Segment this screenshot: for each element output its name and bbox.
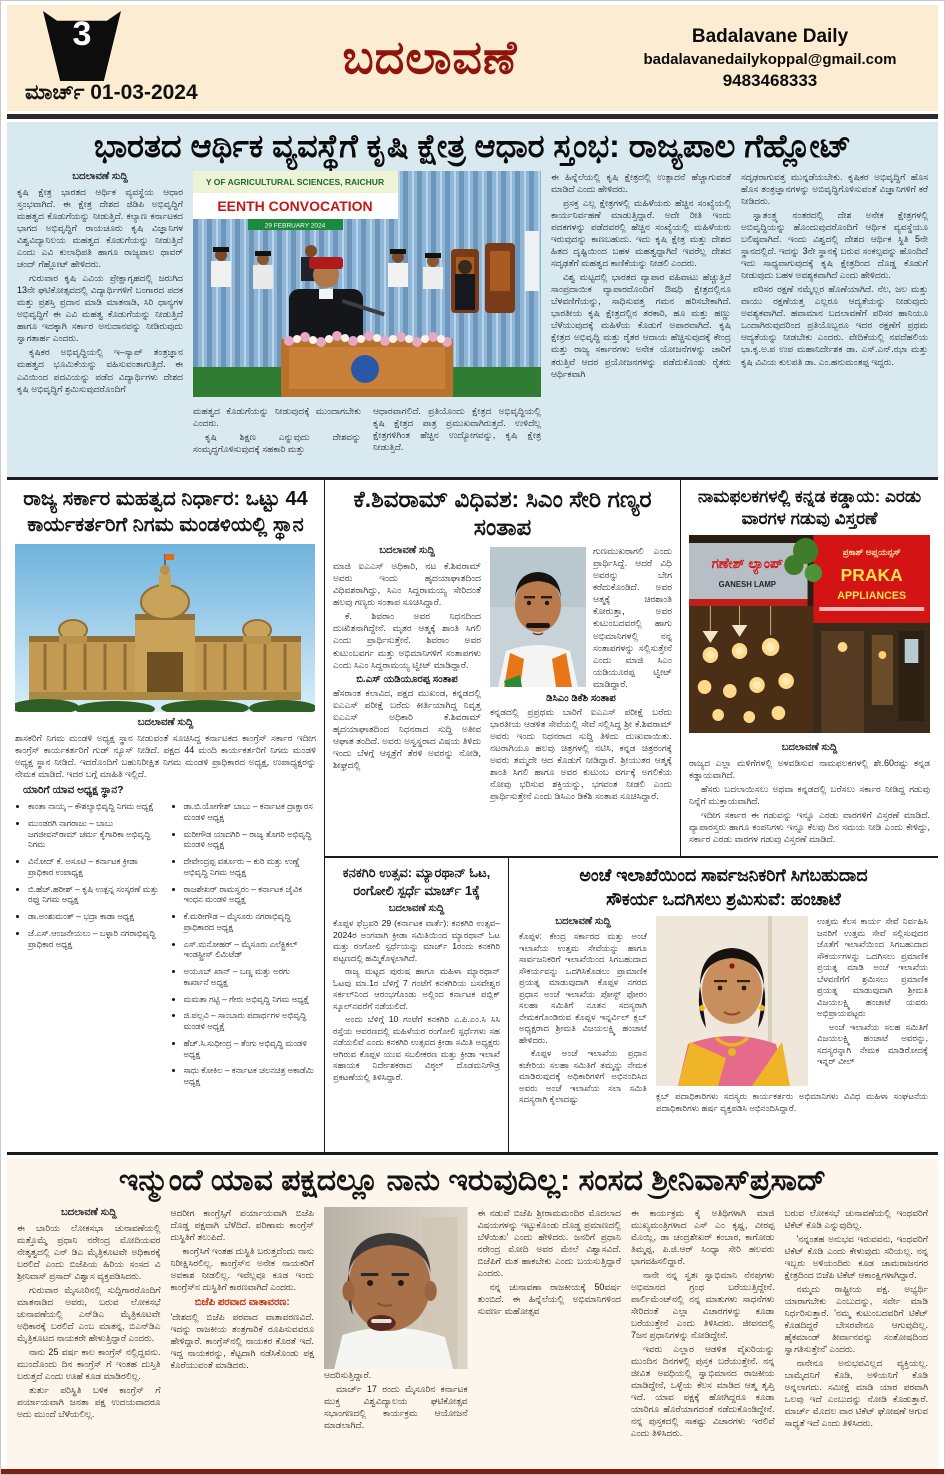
lead-column-2	[551, 171, 731, 463]
mp-column-6	[785, 1207, 929, 1465]
contact-phone: 9483468333	[722, 70, 818, 90]
paragraph: ಮಾರ್ಚ್ 17 ರಂದು ಮೈಸೂರಿನ ಕರ್ನಾಟಕ ಮುಕ್ತ ವಿಶ್ವವಿದ್ಯಾಲಯ ಘಟಿಕೋತ್ಸವ ಸಭಾಂಗಣದಲ್ಲಿ ಕಾರ್ಯಕ್ರಮ ಆಯೋಜನೆ ಮಾಡಲಾಗಿದೆ.	[324, 1383, 468, 1430]
paragraph: ಹೆಸರು ಬದಲಾಯಿಸಲು ಅಥವಾ ಕನ್ನಡದಲ್ಲಿ ಬರೆಸಲು ಸರ್ಕಾರ ನೀಡಿದ್ದ ಗಡುವು ನಿನ್ನೆಗೆ ಮುಕ್ತಾಯವಾಗಿದೆ.	[689, 784, 930, 807]
paragraph: ಆಧಾರವಾಗಲಿದೆ. ಪ್ರತಿಯೊಂದು ಕ್ಷೇತ್ರದ ಅಭಿವೃದ್ಧಿಯಲ್ಲಿ ಕೃಷಿ ಕ್ಷೇತ್ರದ ಪಾತ್ರ ಪ್ರಮುಖವಾಗಿರುತ್ತದೆ. ಉಳಿದೆಲ್ಲ ಕ್ಷೇತ್ರಗಳಿಗಿಂತ ಹೆಚ್ಚಿನ ಉದ್ಯೋಗವನ್ನು, ಕೃಷಿ ಕ್ಷೇತ್ರ ನೀಡುತ್ತಿದೆ.	[373, 405, 541, 452]
paragraph: ವಿಶ್ವ ಮಟ್ಟದಲ್ಲಿ ಭಾರತದ ವ್ಯಾಪಾರ ವಹಿವಾಟು ಹೆಚ್ಚುತ್ತಿದೆ ಸಾಂಪ್ರದಾಯಿಕ ವ್ಯಾಪಾರದೊಂದಿಗೆ ಔಷಧಿ ಕ್ಷೇತ್ರದಲ್ಲಿನೂ ಬೆಳವಣಿಗೆಯನ್ನು, ಸಾಧಿಸುವತ್ತ ಗಮನ ಹರಿಸಬೇಕಾಗಿದೆ. ಭಾರತೀಯ ಕೃಷಿ ಕ್ಷೇತ್ರದಲ್ಲಿನ ತರಕಾರಿ, ಹೂ ಮತ್ತು ಹಣ್ಣು ಬೆಳೆಯುವುದಕ್ಕೆ ಮಹಿಳೆಯ ಕೊಡುಗೆ ಅಪಾರವಾಗಿದೆ. ಕೃಷಿ ಕ್ಷೇತ್ರದ ಅಭಿವೃದ್ಧಿ ಮತ್ತು ರೈತರ ಆದಾಯ ಹೆಚ್ಚಿಸುವುದಕ್ಕೆ ಕೇಂದ್ರ ಮತ್ತು ರಾಜ್ಯ ಸರ್ಕಾರಗಳು ಅನೇಕ ಯೋಜನೆಗಳನ್ನು ಜಾರಿಗೆ ತರುತ್ತಿವೆ ಆದರ ಪ್ರಯೋಜನಗಳನ್ನು ಪಡೆದುಕೊಂಡು ರೈತರು ಆರ್ಥಿಕವಾಗಿ	[551, 272, 731, 379]
appointee: • ಮಮತಾ ಗಟ್ಟಿ – ಗೇರು ಅಭಿವೃದ್ಧಿ ನಿಗಮ ಅಧ್ಯಕ್ಷೆ	[184, 994, 317, 1005]
paragraph: ಗುಣಮುಖರಾಗಲಿ ಎಂದು ಪ್ರಾರ್ಥಿಸಿದ್ದೆ. ಆದರೆ ವಿಧಿ ಅವರನ್ನು ಬೇಗ ಕರೆದುಕೊಂಡಿದೆ. ಅವರ ಆತ್ಮಕ್ಕೆ ಚಿರಶಾಂತಿ ಕೋರುತ್ತಾ, ಅವರ ಕುಟುಂಬದವರಲ್ಲಿ ಹಾಗು ಅಭಿಮಾನಿಗಳಲ್ಲಿ ನನ್ನ ಸಂತಾಪಗಳನ್ನು ಸಲ್ಲಿಸುತ್ತೇನೆ ಎಂದು ಮಾಜಿ ಸಿಎಂ ಯಡಿಯೂರಪ್ಪ ಟ್ವೀಟ್ ಮಾಡಿದ್ದಾರೆ.	[593, 546, 672, 689]
shivaram-headline: ಕೆ.ಶಿವರಾಮ್ ವಿಧಿವಶ: ಸಿಎಂ ಸೇರಿ ಗಣ್ಯರ ಸಂತಾಪ	[353, 486, 652, 540]
middle-row-b	[325, 858, 938, 1152]
appointee: • ಡಾ.ಅಂಶುಮಂತ್ – ಭದ್ರಾ ಕಾಡಾ ಅಧ್ಯಕ್ಷ	[28, 911, 161, 922]
mp-column-3	[324, 1207, 468, 1465]
mp-columns	[17, 1207, 928, 1465]
paragraph: ಕನ್ನಡದಲ್ಲಿ ಪ್ರಪ್ರಥಮ ಬಾರಿಗೆ ಐಎಎಸ್ ಪರೀಕ್ಷೆ ಬರೆದು ಭಾರತೀಯ ಆಡಳಿತ ಸೇವೆಯಲ್ಲಿ ಸೇವೆ ಸಲ್ಲಿಸಿದ್ದ ಶ್ರೀ ಕೆ.ಶಿವರಾಮ್ ಅವರು ಇಂದು ನಿಧನರಾದ ಸುದ್ದಿ ತಿಳಿದು ದುಃಖವಾಯಿತು. ನಟರಾಗಿಯೂ ಹಲವು ಚಿತ್ರಗಳಲ್ಲಿ ನಟಿಸಿ, ಕನ್ನಡ ಚಿತ್ರರಂಗಕ್ಕೆ ಅವರು ತಮ್ಮದೇ ಆದ ಕೊಡುಗೆ ನೀಡಿದ್ದಾರೆ. ಶ್ರೀಯುತರ ಆತ್ಮಕ್ಕೆ ಶಾಂತಿ ಸಿಗಲಿ ಹಾಗೂ ಅವರ ಕುಟುಂಬ ವರ್ಗಕ್ಕೆ ಅಗಲಿಕೆಯ ನೋವು ಭರಿಸುವ ಶಕ್ತಿಯನ್ನು, ಭಗವಂತ ನೀಡಲಿ ಎಂದು ಪ್ರಾರ್ಥಿಸುತ್ತೇನೆ ಎಂದು ಡಿಸಿಎಂ ಡಿಕೆಶಿ ಸಂತಾಪ ಸೂಚಿಸಿದ್ದಾರೆ.	[490, 706, 672, 802]
banner-text: Y OF AGRICULTURAL SCIENCES, RAICHUR	[205, 176, 385, 187]
appointee-list-right	[171, 801, 317, 1093]
paragraph: ನಾನೇನೂ ಅನುಭವವಿಲ್ಲದ ವ್ಯಕ್ತಿಯಲ್ಲ. ಬಾಮೈದನಿಗೆ ಕೊಡಿ, ಅಳಿಯನಿಗೆ ಕೊಡಿ ಅನ್ನಲಾಗದು. ಸಮೀಕ್ಷೆ ಮಾಡಿ ಯಾರ ಪರವಾಗಿ ಒಲವು ಇದೆ ಎಂಬುದನ್ನು ನೋಡಿ ಕೊಡುತ್ತಾರೆ. ಮಾರ್ಚ್ ಮೊದಲ ವಾರ ಟಿಕೆಟ್ ಘೋಷಣೆ ಆಗುವ ಸಾಧ್ಯತೆ ಇದೆ ಎಂದು ತಿಳಿಸಿದರು.	[784, 1358, 928, 1429]
vidhana-soudha-photo	[15, 544, 315, 712]
postal-column-2	[817, 916, 928, 1091]
appointee: • ರಾಜಶೇಖರ್ ರಾಮಸ್ವರಂ – ಕರ್ನಾಟಕ ಜೈವಿಕ ಇಂಧನ ಮಂಡಳಿ ಅಧ್ಯಕ್ಷ	[184, 884, 317, 906]
postal-story	[509, 858, 938, 1152]
kanakagiri-headline: ಕನಕಗಿರಿ ಉತ್ಸವ: ಮ್ಯಾರಥಾನ್ ಓಟ, ರಂಗೋಲಿ ಸ್ಪರ್ಧೆ ಮಾರ್ಚ್ 1ಕ್ಕೆ	[342, 865, 491, 898]
convocation-photo	[193, 171, 541, 460]
ear	[342, 1281, 354, 1301]
masthead-rule	[7, 114, 938, 119]
postal-headline-line2: ಸೌಕರ್ಯ ಒದಗಿಸಲು ಶ್ರಮಿಸುವೆ: ಹಂಚಾಟೆ	[606, 888, 841, 909]
dkshi-subhead: ಡಿಸಿಎಂ ಡಿಕೆಶಿ ಸಂತಾಪ	[546, 692, 616, 704]
paragraph: ಇವರು ಎಲ್ಲಾರ ಆಡಳಿತ ವೈಖರಿಯನ್ನು ಮುಂದಿನ ದಿನಗಳಲ್ಲಿ ಪುಸ್ತಕ ಬರೆಯುತ್ತೇನೆ. ನನ್ನ ಜೀವಿತ ಅವಧಿಯಲ್ಲಿ ಸ್ವಾಭಿಮಾನದ ರಾಜಕೀಯ ಮಾಡಿದ್ದೇನೆ, ಒಳ್ಳೆಯ ಕೆಲಸ ಮಾಡಿದ ಆತ್ಮ ತೃಪ್ತಿ ಇದೆ. ಯಾವ ಪಕ್ಷಕ್ಕೆ ಹೋಗಿದ್ದರೂ ಕೂಡಾ ಯಾರಿಗೂ ಹೊರೆಯಾಗದಂತೆ ನಡೆದುಕೊಂಡಿದ್ದೇನೆ. ನನ್ನ ಪುಸ್ತಕದಲ್ಲಿ ಸಾಕಷ್ಟು ವಿಚಾರಗಳು ಇರಲಿವೆ ಎಂದು ತಿಳಿಸಿದರು.	[631, 1344, 775, 1439]
masthead-left	[25, 9, 240, 107]
paragraph: ಅಂಚೆ ಇಲಾಖೆಯ ಸಲಹ ಸಮಿತಿಗೆ ವಿಜಯಲಕ್ಷ್ಮಿ ಹಂಚಾಟೆ ಅವರನ್ನು, ಸದಸ್ಯರನ್ನಾಗಿ ನೇಮಕ ಮಾಡಿರೋದಕ್ಕೆ ಇನ್ನರ್ ವೀಲ್	[817, 1021, 928, 1067]
mp-column-1	[17, 1207, 161, 1465]
masthead-contact	[620, 26, 920, 91]
yediyurappa-subhead: ಬಿ.ಎಸ್ ಯಡಿಯೂರಪ್ಪ ಸಂತಾಪ	[356, 673, 458, 685]
byline: ಬದಲಾವಣೆ ಸುದ್ದಿ	[388, 903, 445, 915]
paragraph: ಪ್ರಸಕ್ತ ಎಲ್ಲ ಕ್ಷೇತ್ರಗಳಲ್ಲಿ ಮಹಿಳೆಯರು ಹೆಚ್ಚಿನ ಸಂಖ್ಯೆಯಲ್ಲಿ ಕಾರ್ಯನಿರ್ವಹಣೆ ಮಾಡುತ್ತಿದ್ದಾರೆ. ಅದೇ ರೀತಿ ಇಂದು ಪದಕಗಳನ್ನು ಪಡೆದವರಲ್ಲಿ ಹೆಚ್ಚಿನ ಸಂಖ್ಯೆಯಲ್ಲಿ ಮಹಿಳೆಯರು ಇರುವುದನ್ನು ಕಾಣಬಹುದು. ಇದು ಕೃಷಿ ಕ್ಷೇತ್ರ ಮತ್ತು ದೇಶದ ಹಿತದ ದೃಷ್ಟಿಯಿಂದ ಬಹಳ ಮಹತ್ವದ್ದಾಗಿದೆ ಇವರೆಲ್ಲ ದೇಶದ ಸದೃಢತೆಗೆ ಮಹತ್ವದ ಕಾಣಿಕೆಯನ್ನು ನೀಡಲಿ ಎಂದರು.	[551, 197, 731, 269]
paragraph: ಕೊಪ್ಪಳ ಫೆಬ್ರವರಿ 29 (ಕರ್ನಾಟಕ ವಾರ್ತೆ): ಕನಕಗಿರಿ ಉತ್ಸವ–2024ರ ಅಂಗವಾಗಿ ಕ್ರೀಡಾ ಸಮಿತಿಯಿಂದ ಮ್ಯಾರಥಾನ್ ಓಟ ಮತ್ತು ರಂಗೋಲಿ ಸ್ಪರ್ಧೆಯನ್ನು ಮಾರ್ಚ್ 1ರಂದು ಕನಕಗಿರಿ ಪಟ್ಟಣದಲ್ಲಿ ಹಮ್ಮಿಕೊಳ್ಳಲಾಗಿದೆ.	[333, 918, 500, 963]
shop2-line2: APPLIANCES	[837, 590, 907, 603]
appointee: • ಸಾಧು ಕೋಕಿಲ – ಕರ್ನಾಟಕ ಚಲನಚಿತ್ರ ಅಕಾಡೆಮಿ ಅಧ್ಯಕ್ಷ	[184, 1065, 317, 1087]
paragraph: ಕೊಪ್ಪಳ: ಕೇಂದ್ರ ಸರ್ಕಾರದ ಮತ್ತು ಅಂಚೆ ಇಲಾಖೆಯ ಉತ್ತಮ ಸೇವೆಯನ್ನು ಹಾಗೂ ಸಾರ್ವಜನಿಕರಿಗೆ ಇಲಾಖೆಯಿಂದ ಸಿಗಬಹುದಾದ ಸೌಕರ್ಯವನ್ನು ಒದಗಿಸಿಕೊಡಲು ಪ್ರಾಮಾಣಿಕ ಪ್ರಯತ್ನ ಮಾಡುವುದಾಗಿ ಕೊಪ್ಪಳ ನಗರದ ಪ್ರಧಾನ ಅಂಚೆ ಇಲಾಖೆಯ ಪೋಸ್ಟ್ ಫೋರಂ ಸಲಹಾ ಸಮಿತಿಗೆ ನೂತನ ಸದಸ್ಯರಾಗಿ ನೇಮಕಗೊಂಡಿರುವ ಕೊಪ್ಪಳ ಇನ್ನರ್ವಿಲ್ ಕ್ಲಬ್ ಅಧ್ಯಕ್ಷರಾದ ಶ್ರೀಮತಿ ವಿಜಯಲಕ್ಷ್ಮಿ ಹಂಚಾಟೆ ಹೇಳಿದರು.	[519, 931, 647, 1045]
appointee: • ಕಾಂತಾ ನಾಯ್ಕ – ಕೌಶಲ್ಯಾಭಿವೃದ್ಧಿ ನಿಗಮ ಅಧ್ಯಕ್ಷೆ	[28, 801, 161, 812]
paragraph: ಸ್ವಾತಂತ್ರ್ಯ ನಂತರದಲ್ಲಿ ದೇಶ ಅನೇಕ ಕ್ಷೇತ್ರಗಳಲ್ಲಿ ಅಬಿವೃದ್ಧಿಯನ್ನು ಹೊಂದುವುದರೊಂದಿಗೆ ಆರ್ಥಿಕ ವ್ಯವಸ್ಥೆಯೂ ಬಲಿಷ್ಠವಾಗಿದೆ. ಇಂದು ವಿಶ್ವದಲ್ಲಿ ದೇಶದ ಆರ್ಥಿಕ ಸ್ಥಿತಿ 5ನೇ ಸ್ಥಾನದಲ್ಲಿದೆ. ಇದನ್ನು 3ನೇ ಸ್ಥಾನಕ್ಕೆ ಬರುವ ಸಂಕಲ್ಪವನ್ನು ಹೊಂದಿದೆ ಇದು ಸಾಧ್ಯವಾಗುವುದಕ್ಕೆ ಕೃಷಿ ಕ್ಷೇತ್ರದಿಂದ ದೊಡ್ಡ ಕೊಡುಗೆ ನೀಡುವುದು ಬಹಳ ಅವಶ್ಯಕವಾಗಿದೆ ಎಂದು ಹೇಳಿದರು.	[741, 209, 928, 281]
paragraph: ಅಂದು ಬೆಳಿಗ್ಗೆ 10 ಗಂಟೆಗೆ ಕನಕಗಿರಿ ಎ.ಪಿ.ಎಂ.ಸಿ ಸಿಸಿ ರಸ್ತೆಯ ಆವರಣದಲ್ಲಿ ಮಹಿಳೆಯರ ರಂಗೋಲಿ ಸ್ಪರ್ಧೆಗಳು ಸಹ ನಡೆಯಲಿವೆ ಎಂದು ಕನಕಗಿರಿ ಉತ್ಸವದ ಕ್ರೀಡಾ ಸಮಿತಿ ಅಧ್ಯಕ್ಷರು ಆಗಿರುವ ಕೊಪ್ಪಳ ಯುವ ಸಬಲೀಕರಣ ಮತ್ತು ಕ್ರೀಡಾ ಇಲಾಖೆ ಸಹಾಯಕ ನಿರ್ದೇಶಕರಾದ ವಿಠ್ಠಲ್ ದೊಡಮನಿಗೌಡ್ರ ಪ್ರಕಟಣೆಯಲ್ಲಿ ತಿಳಿಸಿದ್ದಾರೆ.	[333, 1014, 500, 1082]
paragraph: ಶಾಸಕರಿಗೆ ನಿಗಮ ಮಂಡಳಿ ಅಧ್ಯಕ್ಷ ಸ್ಥಾನ ನೀಡುವಂತೆ ಸೂಚಿಸಿದ್ದ ಕರ್ನಾಟಕದ ಕಾಂಗ್ರೆಸ್ ಸರ್ಕಾರ ಇದೀಗ ಕಾಂಗ್ರೆಸ್ ಕಾರ್ಯಕರ್ತರಿಗೆ ಗುಡ್ ನ್ಯೂಸ್ ನೀಡಿದೆ. ಪಕ್ಷದ 44 ಮಂದಿ ಕಾರ್ಯಕರ್ತರಿಗೆ ನಿಗಮ ಮಂಡಳಿ ಅಧ್ಯಕ್ಷ ಸ್ಥಾನ ನೀಡಿದೆ. ಇದರೊಂದಿಗೆ ಬಹುನಿರೀಕ್ಷಿತ ನಿಗಮ ಮಂಡಳಿ ಪ್ರಾಧಿಕಾರದ ಅಧ್ಯಕ್ಷ, ಉಪಾಧ್ಯಕ್ಷರನ್ನು ನೇಮಕ ಮಾಡಿದೆ. ಇದರ ಬಗ್ಗೆ ಮಾಹಿತಿ ಇಲ್ಲಿದೆ.	[15, 733, 316, 780]
contact-email: badalavanedailykoppal@gmail.com	[643, 50, 897, 68]
paragraph: 'ನನ್ನಂತಹ ಅನುಭವ ಇರುವವನು, ಇಂಥವರಿಗೆ ಟಿಕೆಟ್ ಕೊಡಿ ಎಂದು ಕೇಳುವುದು ಸರಿಯಲ್ಲ. ನನ್ನ ಇಬ್ಬರು ಅಳಿಯಂದಿರು ಕೂಡ ಚಾಮರಾಜನಗರ ಕ್ಷೇತ್ರದಿಂದ ಬಿಜೆಪಿ ಟಿಕೆಟ್ ಆಕಾಂಕ್ಷಿಗಳಾಗಿದ್ದಾರೆ.	[784, 1233, 928, 1280]
ear	[424, 1281, 436, 1301]
mp-story	[7, 1158, 938, 1475]
page-bottom-rule	[1, 1469, 944, 1474]
lamp-interior	[689, 606, 813, 733]
paragraph: ಆದರಿಸುತ್ತಿದ್ದಾರೆ.	[324, 1369, 372, 1380]
postal-headline	[519, 864, 928, 911]
paragraph: ಕಾಂಗ್ರೆಸಿಗೆ ಇಂತಹ ದುಸ್ಥಿತಿ ಬರುತ್ತದೆಂದು ನಾನು ನಿರೀಕ್ಷಿಸಿರಲಿಲ್ಲ. ಕಾಂಗ್ರೆಸ್‌ನ ಅನೇಕ ನಾಯಕರಿಗೆ ಅವಕಾಶ ನೀಡಲಿಲ್ಲ. ಇವೆಲ್ಲವೂ ಕೂಡ ಇಂದು ಕಾಂಗ್ರೆಸ್‌ನ ದುಸ್ಥಿತಿಗೆ ಕಾರಣವಾಗಿದೆ ಎಂದರು.	[170, 1245, 314, 1292]
appliance-interior	[813, 623, 930, 733]
appointee: • ಅಯೂಬ್ ಖಾನ್ – ಬಣ್ಣ ಮತ್ತು ಅರಗು ಕಾರ್ಖಾನೆ ಅಧ್ಯಕ್ಷ	[184, 966, 317, 988]
byline: ಬದಲಾವಣೆ ಸುದ್ದಿ	[72, 170, 128, 182]
under-left-column	[193, 405, 361, 457]
lead-column-1	[17, 171, 183, 463]
paragraph: ನಮ್ಮದು ರಾಷ್ಟ್ರೀಯ ಪಕ್ಷ. ಅಭ್ಯರ್ಥಿ ಯಾರಾಗಬೇಕು ಎಂಬುದನ್ನು, ಸರ್ವೇ ಮಾಡಿ ನಿರ್ಧರಿಸುತ್ತಾರೆ. 'ನಮ್ಮ ಕುಟುಂಬದವರಿಗೆ ಟಿಕೆಟ್ ಕೊಡದಿದ್ದರೆ ಬೇಸರವೇನೂ ಆಗುವುದಿಲ್ಲ. ಹೈಕಮಾಂಡ್ ತೀರ್ವಾನವನ್ನು ಸಂತೋಷದಿಂದ ಸ್ವಾಗತಿಸುತ್ತೇನೆ' ಎಂದರು.	[784, 1283, 928, 1355]
mp-column-2	[171, 1207, 315, 1465]
shop2-line1: PRAKA	[840, 564, 903, 586]
appointee: • ಜಿ.ಪಲ್ಲವಿ – ಸಾಂಬಾರು ಪದಾರ್ಥಗಳ ಅಭಿವೃದ್ಧಿ ಮಂಡಳಿ ಅಧ್ಯಕ್ಷೆ	[184, 1010, 317, 1032]
shop1-kannada-text: ಗಣೇಶ್ ಲ್ಯಾಂಪ್	[711, 556, 784, 572]
appointee: • ದೇವೇಂದ್ರಪ್ಪ ವರ್ತೂರು – ಕುರಿ ಮತ್ತು ಉಣ್ಣೆ ಅಭಿವೃದ್ಧಿ ನಿಗಮ ಅಧ್ಯಕ್ಷ	[184, 856, 317, 878]
paragraph: 'ದೇಶದಲ್ಲಿ ಬಿಜೆಪಿ ಪರವಾದ ವಾತಾವರಣವಿದೆ. ಇದನ್ನು ರಾಜಕೀಯ ತಂತ್ರಗಾರಿಕೆ ರೂಪಿಸುವವರೂ ಹೇಳಿದ್ದಾರೆ. ಕಾಂಗ್ರೆಸ್‌ನಲ್ಲಿ ನಾಯಕರ ಕೊರತೆ ಇದೆ. ಇದ್ದ ನಾಯಕರನ್ನು, ಕೆಟ್ಟದಾಗಿ ನಡೆಸಿಕೊಂಡು ಪಕ್ಷ ಕೊರೆಯುವಂತೆ ಮಾಡಿದರು.	[170, 1311, 314, 1371]
postal-tail	[656, 1091, 928, 1116]
masthead	[7, 5, 938, 111]
lead-under-photo	[193, 402, 541, 457]
appointee: • ಬಿ.ಹೆಚ್.ಹರೀಶ್ – ಕೃಷಿ ಉತ್ಪನ್ನ ಸಂಸ್ಕರಣೆ ಮತ್ತು ರಫ್ತು ನಿಗಮ ಅಧ್ಯಕ್ಷ	[28, 884, 161, 906]
shivaram-column-2	[490, 545, 672, 804]
byline: ಬದಲಾವಣೆ ಸುದ್ದಿ	[781, 742, 838, 754]
postal-column-1	[519, 916, 647, 1116]
postal-body	[519, 916, 928, 1116]
corp-headline: ರಾಜ್ಯ ಸರ್ಕಾರ ಮಹತ್ವದ ನಿರ್ಧಾರ: ಒಟ್ಟು 44 ಕಾರ್ಯಕರ್ತರಿಗೆ ನಿಗಮ ಮಂಡಳಿಯಲ್ಲಿ ಸ್ಥಾನ	[23, 488, 308, 536]
byline: ಬದಲಾವಣೆ ಸುದ್ದಿ	[379, 545, 435, 557]
paragraph: ರಾಜ್ಯದ ಎಲ್ಲಾ ಮಳಿಗೆಗಳಲ್ಲಿ ಅಳವಡಿಸುವ ನಾಮಫಲಕಗಳಲ್ಲಿ ಶೇ.60ರಷ್ಟು ಕನ್ನಡ ಕಡ್ಡಾಯವಾಗಿದೆ.	[689, 758, 930, 781]
appointee-list-left	[15, 801, 161, 1093]
under-right-column	[373, 405, 541, 457]
paragraph: ಈ ನಡುವೆ ಬಿಜೆಪಿ ಶ್ರೀರಾಮಮಂದಿರ ಮೊದಲಾದ ವಿಷಯಗಳನ್ನು ಇಟ್ಟುಕೊಂಡು ದೊಡ್ಡ ಪ್ರಮಾಣದಲ್ಲಿ ಬೆಳೆಯಿತು' ಎಂದು ಹೇಳಿದರು. ಜನರಿಗೆ ಪ್ರಧಾನಿ ನರೇಂದ್ರ ಮೋದಿ ಅವರ ಮೇಲೆ ವಿಶ್ವಾಸವಿದೆ. ಬಿಜೆಪಿಗೆ ಮತ ಹಾಕಬೇಕು ಎಂದು ಬಯಸುತ್ತಿದ್ದಾರೆ ಎಂದರು.	[477, 1207, 621, 1278]
corporation-story	[7, 480, 325, 1152]
byline: ಬದಲಾವಣೆ ಸುದ್ದಿ	[555, 916, 611, 928]
paragraph: ನಾನೇ ನನ್ನ ಸ್ವತಃ ಸ್ವಾಭಿಮಾನಿ ನೆನಪುಗಳು ಅಭಿಮಾನದ ಗ್ರಂಥ ಬರೆಯುತ್ತಿದ್ದೇನೆ. ಪಾರ್ಲಿಮೆಂಟ್‌ನಲ್ಲಿ ನನ್ನ ಮಾತುಗಳು ಸಾಧನೆಗಳು ಸೇರಿದಂತೆ ಎಲ್ಲಾ ವಿಚಾರಗಳನ್ನು ಕೂಡಾ ಬರೆಯುತ್ತೇನೆ ಎಂದು ತಿಳಿಸಿದರು. ಜೀವನದಲ್ಲಿ 7ಜನ ಪ್ರಧಾನಿಗಳನ್ನು ನೋಡಿದ್ದೇನೆ.	[631, 1269, 775, 1340]
paragraph: ಮಹತ್ವದ ಕೊಡುಗೆಯನ್ನು ನೀಡುವುದಕ್ಕೆ ಮುಂದಾಗಬೇಕು ಎಂದರು.	[193, 405, 361, 428]
srinivas-prasad-photo	[324, 1207, 468, 1369]
paragraph: ಕೆ. ಶಿವರಾಂ ಅವರ ನಿಧನದಿಂದ ದುಃಖಿತನಾಗಿದ್ದೇನೆ. ಮೃತರ ಆತ್ಮಕ್ಕೆ ಶಾಂತಿ ಸಿಗಲಿ ಎಂದು ಪ್ರಾರ್ಥಿಸುತ್ತೇನೆ. ಶಿವರಾಂ ಅವರ ಕುಟುಂಬವರ್ಗ ಮತ್ತು ಅಭಿಮಾನಿಗಳಿಗೆ ಸಂತಾಪಗಳು ಎಂದು ಸಿಎಂ ಸಿದ್ದರಾಮಯ್ಯ ಟ್ವೀಟ್ ಮಾಡಿದ್ದಾರೆ.	[333, 611, 481, 670]
earring	[759, 1005, 765, 1011]
section-rule	[7, 1152, 938, 1155]
signboards-headline: ನಾಮಫಲಕಗಳಲ್ಲಿ ಕನ್ನಡ ಕಡ್ಡಾಯ: ಎರಡು ವಾರಗಳ ಗಡುವು ವಿಸ್ತರಣೆ	[697, 487, 922, 529]
mp-column-5	[631, 1207, 775, 1465]
paragraph: ಹೆಸರಾಂತ ಕಲಾವಿದ, ಪಕ್ಷದ ಮುಖಂಡ, ಕನ್ನಡದಲ್ಲಿ ಐಎಎಸ್ ಪರೀಕ್ಷೆ ಬರೆದು ಕೀರ್ತಿಯಾಗಿದ್ದ ನಿವೃತ್ತ ಐಎಎಸ್ ಅಧಿಕಾರಿ ಕೆ.ಶಿವರಾಮ್ ಹೃದಯಾಘಾತದಿಂದ ನಿಧನರಾದ ಸುದ್ದಿ ಅತೀವ ಆಘಾತ ತಂದಿದೆ. ಅವರು ಅಸ್ವಸ್ಥರಾದ ವಿಷಯ ತಿಳಿದು ಇಂದು ಬೆಳಗ್ಗೆ ಆಸ್ಪತ್ರೆಗೆ ತೆರಳಿ ಅವರನ್ನು ನೋಡಿ, ಶೀಘ್ರದಲ್ಲಿ	[333, 687, 481, 770]
paragraph: ಬರುವ ಲೋಕಸಭೆ ಚುನಾವಣೆಯಲ್ಲಿ ಇಂಥವರಿಗೆ ಟಿಕೆಟ್ ಕೊಡಿ ಎನ್ನುವುದಿಲ್ಲ.	[784, 1207, 928, 1230]
hanchate-portrait	[656, 916, 808, 1086]
paragraph: ಗುರುವಾರ ಮೈಸೂರಿನಲ್ಲಿ ಸುದ್ದಿಗಾರರೊಂದಿಗೆ ಮಾತನಾಡಿದ ಅವರು, ಬರುವ ಲೋಕಸಭೆ ಚುನಾವಣೆಯಲ್ಲಿ ಎನ್‌ಡಿಎ ಮೈತ್ರಿಕೂಟವೇ ಅಧಿಕಾರಕ್ಕೆ ಬರಲಿದೆ ಎಂಬ ಮಾತನ್ನ, ಬಿಎನ್‌ಡಿಎ ಮೈತ್ರಿಕೂಟದ ನಾಯಕರೇ ಹೇಳುತ್ತಿದ್ದಾರೆ ಎಂದರು.	[17, 1284, 161, 1343]
mp-column-4	[478, 1207, 622, 1465]
paragraph: ಕೃಷಿ ಕ್ಷೇತ್ರ ಭಾರತದ ಆರ್ಥಿಕ ವ್ಯವಸ್ಥೆಯ ಆಧಾರ ಸ್ತಂಭವಾಗಿದೆ. ಈ ಕ್ಷೇತ್ರ ದೇಶದ ಜಿಡಿಪಿ ಅಭಿವೃದ್ಧಿಗೆ ಮಹತ್ವದ ಕೊಡುಗೆಯನ್ನು ನೀಡುತ್ತಿದೆ. ಕಲ್ಯಾಣ ಕರ್ನಾಟಕದ ಭಾಗದ ಅಭಿವೃದ್ಧಿಗೆ ರಾಯಚೂರು ಕೃಷಿ ವಿಜ್ಞಾನಿಗಳ ವಿಶ್ವವಿದ್ಯಾನಿಲಯ ಮಹತ್ವದ ಕೊಡುಗೆಯನ್ನು ನೀಡುತ್ತಿದೆ ಎಂದು ಎವಿ ಕುಲಾಧಿಪತಿ ಹಾಗೂ ರಾಜ್ಯಪಾಲ ಥಾವರ್ ಚಂದ್ ಗೆಹ್ಲೋಟ್ ಹೇಳಿದರು.	[17, 186, 183, 270]
paragraph: ಕೃಷಿಕರ ಅಭಿವೃದ್ಧಿಯಲ್ಲಿ ಇ–ಸ್ಯಾಪ್ ತಂತ್ರಜ್ಞಾನ ಮಹತ್ವದ ಭೂಮಿಕೆಯನ್ನು ವಹಿಸುವಂತಾಗುತ್ತಿದೆ. ಈ ಎವಿಯಿಂದ ಪದವಿಯನ್ನು ಪಡೆದ ವಿದ್ಯಾರ್ಥಿಗಳು ದೇಶದ ಕೃಷಿ ಅಭಿವೃದ್ಧಿಗೆ ಶ್ರಮಿಸುವುದರೊಂದಿಗೆ	[17, 347, 183, 394]
appointee-lists	[15, 799, 316, 1093]
banner-title: EENTH CONVOCATION	[217, 197, 373, 214]
paragraph: ನನ್ನ ಚುನಾವಣಾ ರಾಜಕೀಯಕ್ಕೆ 50ವರ್ಷ ತುಂಬಿದೆ. ಈ ಹಿನ್ನೆಲೆಯಲ್ಲಿ ಅಭಿಮಾನಿಗಳಿಂದ ಸುವರ್ಣ ಮಹೋತ್ಸವ	[477, 1281, 621, 1316]
appointee: • ವಿನೋದ್ ಕೆ. ಅಸೂಟಿ – ಕರ್ನಾಟಕ ಕ್ರೀಡಾ ಪ್ರಾಧಿಕಾರ ಉಪಾಧ್ಯಕ್ಷ	[28, 856, 161, 878]
byline: ಬದಲಾವಣೆ ಸುದ್ದಿ	[60, 1206, 117, 1218]
edition-date: ಮಾರ್ಚ್ 01-03-2024	[25, 81, 198, 104]
postal-headline-line1: ಅಂಚೆ ಇಲಾಖೆಯಿಂದ ಸಾರ್ವಜನಿಕರಿಗೆ ಸಿಗಬಹುದಾದ	[579, 865, 868, 885]
paragraph: ರಾಜ್ಯ ಮಟ್ಟದ ಪುರುಷ ಹಾಗೂ ಮಹಿಳಾ ಮ್ಯಾರಥಾನ್ ಓಟವು ಮಾ.1ರ ಬೆಳಿಗ್ಗೆ 7 ಗಂಟೆಗೆ ಕನಕಗಿರಿಯ ಬಸವೇಶ್ವರ ಸರ್ಕಲ್‌ನಿಂದ ಆರಂಭಗೊಂಡು ಅಲ್ಲಿಂದ ಕರ್ನಾಟಕ ಪಬ್ಲಿಕ್ ಸ್ಕೂಲ್‌ನವರೆಗೆ ನಡೆಯಲಿದೆ.	[333, 966, 500, 1011]
paragraph: ನಾನು 25 ವರ್ಷ ಕಾಲ ಕಾಂಗ್ರೆಸ್ ನಲ್ಲಿದ್ದವನು. ಮುಂದೊಂದು ದಿನ ಕಾಂಗ್ರೆಸ್ ಗೆ ಇಂತಹ ದುಸ್ತಿತಿ ಬರುತ್ತದೆ ಎಂದು ಊಹೆ ಕೂಡ ಮಾಡಿರಲಿಲ್ಲ.	[17, 1346, 161, 1382]
shivaram-column-1	[333, 545, 481, 804]
appointee: • ಡಾ.ಬಿ.ಯೋಗೇಶ್ ಬಾಬು – ಕರ್ನಾಟಕ ದ್ರಾಕ್ಷಾರಸ ಮಂಡಳಿ ಅಧ್ಯಕ್ಷ	[184, 801, 317, 823]
corp-subhead: ಯಾರಿಗೆ ಯಾವ ಅಧ್ಯಕ್ಷ ಸ್ಥಾನ?	[23, 784, 124, 797]
appointee: • ಹೆಚ್.ಸಿ.ಸುಧೀಂದ್ರ – ತೆಂಗು ಅಭಿವೃದ್ಧಿ ಮಂಡಳಿ ಅಧ್ಯಕ್ಷ	[184, 1038, 317, 1060]
middle-row-a	[325, 480, 938, 858]
appointee: • ಕೆ.ಮರೀಗೌಡ – ಮೈಸೂರು ನಗರಾಭಿವೃದ್ಧಿ ಪ್ರಾಧಿಕಾರದ ಅಧ್ಯಕ್ಷ	[184, 911, 317, 933]
shops-photo	[689, 535, 930, 733]
paragraph: ತುರ್ತು ಪರಿಸ್ಥಿತಿ ಬಳಿಕ ಕಾಂಗ್ರೆಸ್ ಗೆ ಪರ್ಯಾಯವಾಗಿ ಜನತಾ ಪಕ್ಷ ಉದಯವಾದರೂ ಅದು ಮುಂದೆ ಬೆಳೆಯಲಿಲ್ಲ.	[17, 1385, 161, 1420]
shivaram-story	[325, 480, 681, 856]
paragraph: ಈ ಕಾರ್ಯಕ್ರಮ ಕೈ ಅತಿಥಿಗಳಾಗಿ ಮಾಜಿ ಮುಖ್ಯಮಂತ್ರಿಗಳಾದ ಎಸ್ ಎಂ ಕೃಷ್ಣ, ವೀರಪ್ಪ ಮೊಯ್ಲಿ, ಡಾ ಚಂದ್ರಶೇಖರ್ ಕಂಬಾರ, ಕಾಗೋಡು ತಿಮ್ಮಪ್ಪ, ಪಿ.ಜಿ.ಆರ್ ಸಿಂಧ್ಯಾ ಸೇರಿ ಹಲವರು ಭಾಗವಹಿಸಲಿದ್ದಾರೆ.	[631, 1207, 775, 1266]
paragraph: ಕೃಷಿ ಶಿಕ್ಷಣ ಎನ್ನುವುದು ದೇಶವನ್ನು ಸಂಮೃದ್ಧಗೊಳಿಸುವುದಕ್ಕೆ ಸಹಕಾರಿ ಮತ್ತು	[193, 431, 361, 454]
shop1-english-text: GANESH LAMP	[718, 580, 776, 590]
page-number: 3	[72, 15, 92, 53]
paragraph: ಈ ಹಿನ್ನೆಲೆಯಲ್ಲಿ ಕೃಷಿ ಕ್ಷೇತ್ರದಲ್ಲಿ ಉತ್ಪಾದನೆ ಹೆಚ್ಚಾಗುವಂತೆ ಮಾಡಿದೆ ಎಂದು ಹೇಳಿದರು.	[551, 171, 731, 194]
paragraph: ಈ ಬಾರಿಯ ಲೋಕಸಭಾ ಚುನಾವಣೆಯಲ್ಲಿ ಮತ್ತೊಮ್ಮೆ ಪ್ರಧಾನಿ ನರೇಂದ್ರ ಮೋದಿಯವರ ನೇತೃತ್ವದಲ್ಲಿ ಎನ್ ಡಿಎ ಮೈತ್ರಿಕೂಟವೇ ಅಧಿಕಾರಕ್ಕೆ ಬರಲಿದೆ ಎಂದು ಬಿಜೆಪಿಯ ಹಿರಿಯ ಸಂಸದ ವಿ ಶ್ರೀನಿವಾಸ್ ಪ್ರಸಾದ್ ವಿಶ್ವಾಸ ವ್ಯಕ್ತಪಡಿಸಿದರು.	[17, 1222, 161, 1281]
hanchate-photo	[656, 916, 808, 1091]
appointee: • ಎಸ್.ಮನೋಹರ್ – ಮೈಸೂರು ಎಲೆಕ್ಟ್ರಿಕಲ್ ಇಂಡಸ್ಟ್ರೀಸ್ ಲಿಮಿಟೆಡ್	[184, 939, 317, 961]
banner-date: 29 FEBRUARY 2024	[264, 222, 326, 230]
lead-body	[17, 171, 928, 463]
signboards-story	[681, 480, 938, 856]
shop2-kannada-text: ಪ್ರಕಾಶ್ ಅಪ್ಲಯನ್ಸಸ್	[842, 547, 901, 558]
byline: ಬದಲಾವಣೆ ಸುದ್ದಿ	[137, 717, 194, 728]
newspaper-title: ಬದಲಾವಣೆ	[342, 31, 518, 83]
paragraph: ಆದರೀಗ ಕಾಂಗ್ರೆಸ್ಸಿಗೆ ಪರ್ಯಾಯವಾಗಿ ಬಿಜೆಪಿ ದೊಡ್ಡ ಪಕ್ಷವಾಗಿ ಬೆಳೆದಿದೆ. ಪರಿಣಾಮ ಕಾಂಗ್ರೆಸ್ ದುಸ್ಥಿತಿಗೆ ತಲುಪಿದೆ.	[170, 1207, 314, 1242]
lead-story	[7, 122, 938, 477]
brand-name: Badalavane Daily	[691, 25, 849, 47]
podium	[281, 331, 453, 397]
paragraph: ಮಾಜಿ ಐಎಎಸ್ ಅಧಿಕಾರಿ, ನಟ ಕೆ.ಶಿವರಾಮ್ ಅವರು ಇಂದು ಹೃದಯಾಘಾತದಿಂದ ವಿಧಿವಶರಾಗಿದ್ದು, ಸಿಎಂ ಸಿದ್ದರಾಮಯ್ಯ ಸೇರಿದಂತೆ ಹಲವು ಗಣ್ಯರು ಸಂತಾಪ ಸೂಚಿಸಿದ್ದಾರೆ.	[333, 561, 481, 608]
paragraph: ಗುರುವಾರ ಕೃಷಿ ಎವಿಯ ಪ್ರೇಕ್ಷಾಗೃಹದಲ್ಲಿ ಜರುಗಿದ 13ನೇ ಘಟಿಕೋತ್ಸವದಲ್ಲಿ ವಿದ್ಯಾರ್ಥಿಗಳಿಗೆ ಬಂಗಾರದ ಪದಕ ಮತ್ತು ಪ್ರಶಸ್ತಿ ಪ್ರದಾನ ಮಾಡಿ ಮಾತನಾಡಿ, ಸಿರಿ ಧಾನ್ಯಗಳ ಅಭಿವೃದ್ಧಿಗೆ ಈ ಎವಿ ಮಹತ್ವ ಕೊಡುಗೆಯನ್ನು ನೀಡುತ್ತಿದೆ ಹಾಗೂ ಇದಕ್ಕಾಗಿ ಸರ್ಕಾರ ಅನುದಾನವನ್ನು ನೀಡಿರುವುದು ಸ್ವಾಗತಾರ್ಹ ಎಂದರು.	[17, 273, 183, 344]
bindi	[729, 964, 734, 969]
paragraph: ಕ್ಲಬ್ ಪದಾಧಿಕಾರಿಗಳು ಸದಸ್ಯರು ಕಾರ್ಯಕರ್ತರು ಅಭಿಮಾನಿಗಳು ವಿವಿಧ ಮಹಿಳಾ ಸಂಘಟನೆಯ ಪದಾಧಿಕಾರಿಗಳು ಹರ್ಷ ವ್ಯಕ್ತಪಡಿಸಿ ಅಭಿನಂದಿಸಿದ್ದಾರೆ.	[656, 1091, 928, 1113]
appointee: • ಮರೀಗೌಡ ಯಾದಗಿರಿ – ರಾಜ್ಯ ತೊಗರಿ ಅಭಿವೃದ್ಧಿ ಮಂಡಳಿ ಅಧ್ಯಕ್ಷ	[184, 829, 317, 851]
shivaram-body	[333, 545, 672, 804]
shivaram-portrait	[490, 547, 586, 687]
lead-column-3	[741, 171, 928, 463]
paragraph: ಪರಿಸರ ರಕ್ಷಣೆ ನಮ್ಮೆಲ್ಲರ ಹೊಣೆಯಾಗಿದೆ. ನೆಲ, ಜಲ ಮತ್ತು ವಾಯು ರಕ್ಷಣೆಯತ್ತ ಎಲ್ಲರೂ ಆದ್ಯತೆಯನ್ನು ನೀಡುವುದು ಅವಶ್ಯಕವಾಗಿದೆ. ಹವಾಮಾನ ಬದಲಾವಣೆಗೆ ಪರಿಸರ ಹಾನಿಯೂ ಒಂದಾಗಿರುವುದರಿಂದ ಪ್ರತಿಯೊಬ್ಬರೂ ಇದರ ರಕ್ಷಣೆಗೆ ಪ್ರಥಮ ಆದ್ಯತೆಯನ್ನು ನೀಡಬೇಕು ಎಂದರು. ವೇದಿಕೆಯಲ್ಲಿ ನವದೆಹಲಿಯ ಭಾ.ಕೃ.ಅ.ಪ ಉಪ ಮಹಾನಿರ್ದೇಶಕ ಡಾ. ಎಸ್.ಎನ್.ಝಾ ಮತ್ತು ಕೃಷಿ ವಿವಿಯ ಕುಲಪತಿ ಡಾ. ಎಂ.ಹನುಮಂತಪ್ಪ ಇದ್ದರು.	[741, 284, 928, 367]
middle-right	[325, 480, 938, 1152]
bjp-subhead: ಬಿಜೆಪಿ ಪರವಾದ ವಾತಾವರಣ:	[194, 1296, 290, 1308]
paragraph: ಕೊಪ್ಪಳ ಅಂಚೆ ಇಲಾಖೆಯ ಪ್ರಧಾನ ಕಚೇರಿಯ ಸಲಹಾ ಸಮಿತಿಗೆ ತಮ್ಮನ್ನು ನೇಮಕ ಮಾಡಿರುವುದಕ್ಕೆ ಅಧಿಕಾರಿಗಳಿಗೆ ಅಭಿನಂದಿಸಿದ ಅವರು ಅಂಚೆ ಇಲಾಖೆಯ ಸಲಾ ಸಮಿತಿ ಸದಸ್ಯರಾಗಿ ಕೈಲಾದಷ್ಟು	[519, 1048, 647, 1105]
appointee: • ಜೆ.ಎಸ್.ಆಂಜನೇಯಲು – ಬಳ್ಳಾರಿ ನಗರಾಭಿವೃದ್ಧಿ ಪ್ರಾಧಿಕಾರ ಅಧ್ಯಕ್ಷ	[28, 928, 161, 950]
convocation-photo-illustration	[193, 171, 541, 397]
paragraph: ಇದೀಗ ಸರ್ಕಾರ ಈ ಗಡುವನ್ನು ಇನ್ನೂ ಎರಡು ವಾರಗಳಿಗೆ ವಿಸ್ತರಣೆ ಮಾಡಿದೆ. ವ್ಯಾಪಾರಸ್ತರು ಹಾಗೂ ಕಂಪನಿಗಳು ಇನ್ನೂ ಕೆಲವು ದಿನ ಸಮಯ ನೀಡಿ ಎಂದು ಕೇಳಿದ್ದು, ಸರ್ಕಾರ ಎರಡು ವಾರಗಳ ಗಡುವು ವಿಸ್ತರಣೆ ಮಾಡಿದೆ.	[689, 810, 930, 845]
kanakagiri-story	[325, 858, 509, 1152]
lead-headline: ಭಾರತದ ಆರ್ಥಿಕ ವ್ಯವಸ್ಥೆಗೆ ಕೃಷಿ ಕ್ಷೇತ್ರ ಆಧಾರ ಸ್ತಂಭ: ರಾಜ್ಯಪಾಲ ಗೆಹ್ಲೋಟ್	[93, 128, 852, 164]
middle-section	[7, 480, 938, 1152]
paragraph: ಸದೃಢರಾಗುವತ್ತ ಮುನ್ನಡೆಯಬೇಕು. ಕೃಷಿಕರ ಅಭಿವೃದ್ಧಿಗೆ ಹೊಸ ಹೊಸ ತಂತ್ರಜ್ಞಾನಗಳನ್ನು ಅಬಿವೃದ್ಧಿಗೊಳಿಸುವಂತೆ ವಿಜ್ಞಾನಿಗಳಿಗೆ ಕರೆ ನೀಡಿದರು.	[741, 171, 928, 206]
mustache	[526, 623, 550, 628]
appointee: • ಮುಂಡರಗಿ ನಾಗರಾಜು – ಬಾಬು ಜಗಜೀವನ್‌ರಾಮ್ ಚರ್ಮ ಕೈಗಾರಿಕಾ ಅಭಿವೃದ್ಧಿ ನಿಗಮ	[28, 818, 161, 850]
paragraph: ಉತ್ತಮ ಕೆಲಸ ಕಾರ್ಯ ಸೇವೆ ನಿರ್ವಹಿಸಿ ಜನರಿಗೆ ಉತ್ತಮ ಸೇವೆ ಸಲ್ಲಿಸುವುದರ ಜೊತೆಗೆ ಇಲಾಖೆಯಿಂದ ಸಿಗಬಹುದಾದ ಸೌಕರ್ಯಗಳನ್ನು ಒದಗಿಸಲು ಪ್ರಮಾಣಿಕ ಪ್ರಯತ್ನ ಮಾಡಿ ಅಂಚೆ ಇಲಾಖೆಯ ಬೆಳವಣಿಗೆಗೆ ಶ್ರಮಿಸಲು ಪ್ರಮಾಣಿಕ ಪ್ರಯತ್ನ ಮಾಡುವುದಾಗಿ ಶ್ರೀಮತಿ ವಿಜಯಲಕ್ಷ್ಮಿ ಹಂಚಾಟೆ ಯವರು ಅಭಿಪ್ರಾಯಪಟ್ಟರು	[817, 916, 928, 1019]
earring	[699, 1005, 705, 1011]
mp-headline: ಇನ್ಮುಂದೆ ಯಾವ ಪಕ್ಷದಲ್ಲೂ ನಾನು ಇರುವುದಿಲ್ಲ: ಸಂಸದ ಶ್ರೀನಿವಾಸ್‌ಪ್ರಸಾದ್	[118, 1164, 827, 1197]
